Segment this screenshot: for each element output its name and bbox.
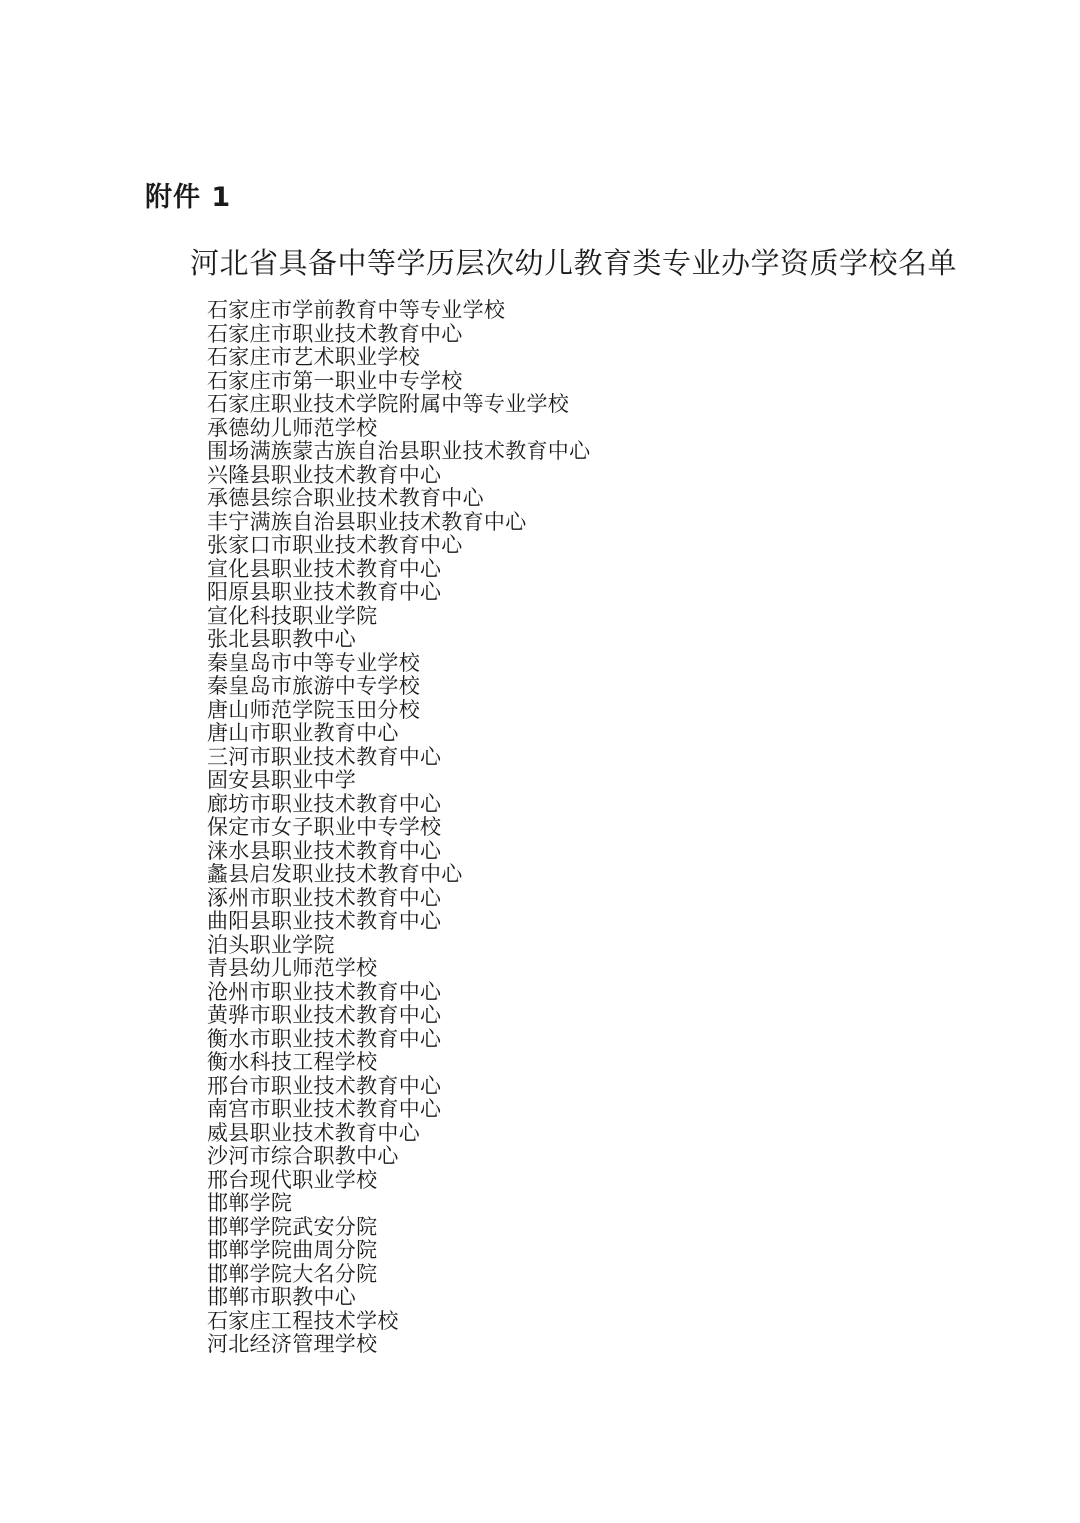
list-item: 泊头职业学院 [207,932,335,957]
list-item: 石家庄市职业技术教育中心 [207,321,463,346]
list-item: 衡水科技工程学校 [207,1050,378,1074]
list-item: 青县幼儿师范学校 [207,956,378,980]
school-list [207,299,590,1357]
attachment-label: 附件 1 [145,182,232,213]
list-item: 邯郸学院曲周分院 [207,1238,378,1262]
list-item: 涿州市职业技术教育中心 [207,885,442,910]
document-title: 河北省具备中等学历层次幼儿教育类专业办学资质学校名单 [190,246,958,280]
list-item: 石家庄市第一职业中专学校 [207,368,463,393]
list-item: 威县职业技术教育中心 [207,1120,420,1145]
list-item: 承德幼儿师范学校 [207,415,378,440]
list-item: 蠡县启发职业技术教育中心 [207,862,463,886]
list-item: 承德县综合职业技术教育中心 [207,486,484,510]
list-item: 张北县职教中心 [207,627,357,651]
list-item: 唐山市职业教育中心 [207,721,399,745]
list-item: 三河市职业技术教育中心 [207,744,442,769]
list-item: 河北经济管理学校 [207,1332,378,1356]
list-item: 秦皇岛市旅游中专学校 [207,674,420,698]
list-item: 石家庄市学前教育中等专业学校 [207,298,506,322]
list-item: 石家庄职业技术学院附属中等专业学校 [207,392,570,416]
list-item: 石家庄工程技术学校 [207,1308,399,1333]
list-item: 曲阳县职业技术教育中心 [207,909,442,933]
list-item: 邢台现代职业学校 [207,1167,378,1192]
list-item: 邢台市职业技术教育中心 [207,1073,442,1098]
list-item: 涞水县职业技术教育中心 [207,838,442,863]
list-item: 沧州市职业技术教育中心 [207,979,442,1004]
list-item: 邯郸学院大名分院 [207,1261,378,1286]
list-item: 丰宁满族自治县职业技术教育中心 [207,509,527,534]
list-item: 沙河市综合职教中心 [207,1144,399,1168]
list-item: 唐山师范学院玉田分校 [207,697,420,722]
list-item: 固安县职业中学 [207,768,357,792]
list-item: 保定市女子职业中专学校 [207,815,442,839]
list-item: 围场满族蒙古族自治县职业技术教育中心 [207,439,591,463]
list-item: 邯郸市职教中心 [207,1285,357,1309]
list-item: 石家庄市艺术职业学校 [207,345,420,369]
list-item: 黄骅市职业技术教育中心 [207,1003,442,1027]
list-item: 廊坊市职业技术教育中心 [207,791,442,816]
list-item: 南宫市职业技术教育中心 [207,1097,442,1121]
list-item: 宣化县职业技术教育中心 [207,556,442,581]
list-item: 宣化科技职业学院 [207,603,378,628]
list-item: 秦皇岛市中等专业学校 [207,650,420,675]
list-item: 张家口市职业技术教育中心 [207,533,463,557]
list-item: 阳原县职业技术教育中心 [207,580,442,604]
list-item: 邯郸学院武安分院 [207,1214,378,1239]
list-item: 邯郸学院 [207,1191,293,1215]
list-item: 兴隆县职业技术教育中心 [207,462,442,487]
list-item: 衡水市职业技术教育中心 [207,1026,442,1051]
